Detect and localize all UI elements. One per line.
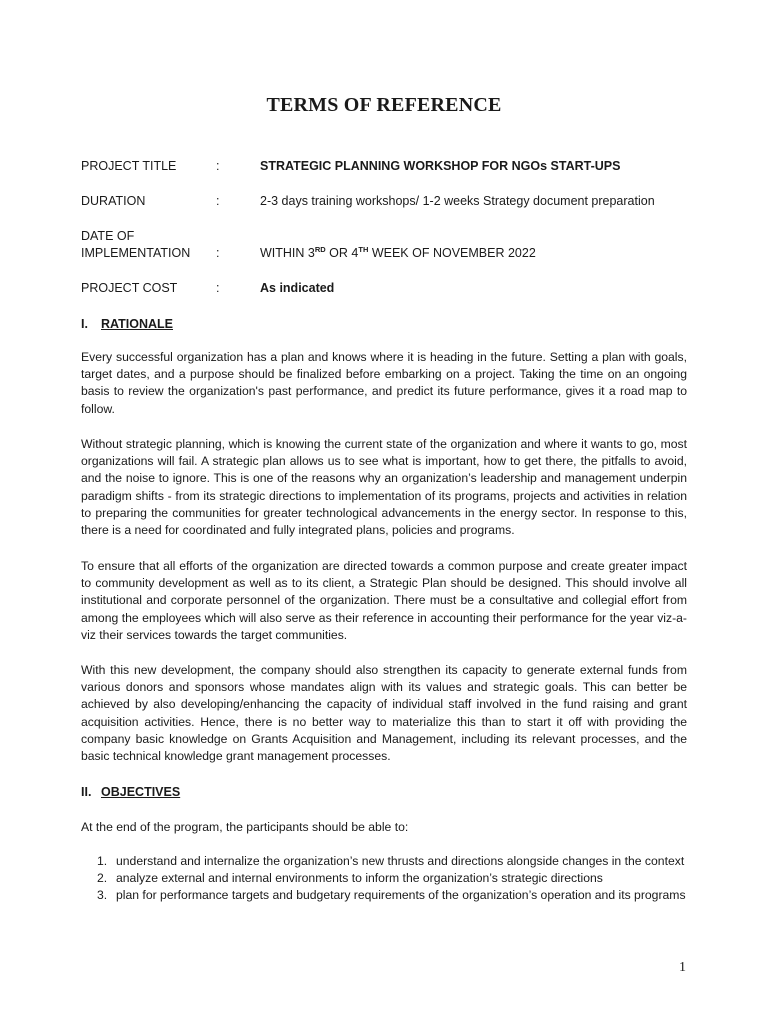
info-row-date [81, 228, 691, 264]
section-heading-objectives [81, 784, 180, 801]
objectives-intro: At the end of the program, the participants should be able to: [81, 820, 409, 834]
info-colon: : [216, 281, 220, 295]
list-item-number: 3. [97, 888, 108, 903]
info-label-line2: IMPLEMENTATION [81, 246, 191, 260]
date-part1: WITHIN 3 [260, 246, 315, 260]
date-sup1: RD [314, 245, 326, 254]
section-number: II. [81, 785, 92, 799]
list-item-text: analyze external and internal environments to inform the organization’s strategic directions [116, 871, 603, 886]
rationale-paragraph-4: With this new development, the company should also strengthen its capacity to generate external funds from various donors and sponsors whose mandates align with its values and strategic goals. This can better be achieved by also developing/enhancing the capacity of individual staff involved in the fund raising and grant acquisition activities. Hence, there is no better way to materialize this than to start it off with providing the company basic knowledge on Grants Acquisition and Management, including its relevant processes, and the basic technical knowledge grant management processes. [81, 663, 687, 764]
date-part2: OR 4 [325, 246, 359, 260]
info-label-line1: DATE OF [81, 229, 135, 243]
info-colon: : [216, 246, 220, 260]
info-value: As indicated [260, 281, 335, 295]
document-title: TERMS OF REFERENCE [266, 94, 502, 116]
info-colon: : [216, 194, 220, 208]
list-item [81, 887, 687, 904]
info-label: DURATION [81, 194, 146, 208]
list-item-number: 1. [97, 854, 108, 868]
list-item-text: plan for performance targets and budgetary requirements of the organization’s operation and its programs [116, 888, 686, 903]
rationale-paragraph-3: To ensure that all efforts of the organization are directed towards a common purpose and create greater impact to community development as well as to its client, a Strategic Plan should be designed. This should involve all institutional and corporate personnel of the organization. There must be a consultative and collegial effort from among the employees which will also serve as their reference in accounting their performance for the year viz-a-viz their services towards the target communities. [81, 559, 687, 642]
info-value-date [260, 245, 700, 262]
info-label: PROJECT TITLE [81, 159, 177, 173]
info-value: STRATEGIC PLANNING WORKSHOP FOR NGOs START-UPS [260, 159, 621, 173]
info-label: PROJECT COST [81, 281, 178, 295]
section-title: OBJECTIVES [101, 785, 181, 799]
list-item [81, 853, 687, 870]
section-number: I. [81, 317, 88, 331]
page-number: 1 [679, 960, 686, 975]
section-heading-rationale [81, 316, 173, 333]
objectives-list [81, 853, 687, 905]
info-value: 2-3 days training workshops/ 1-2 weeks Strategy document preparation [260, 194, 655, 208]
date-sup2: TH [358, 245, 369, 254]
rationale-paragraph-2: Without strategic planning, which is knowing the current state of the organization and where it wants to go, most organizations will fail. A strategic plan allows us to see what is important, how to get there, the pitfalls to avoid, and the noise to ignore. This is one of the reasons why an organization’s leadership and management underpin paradigm shifts - from its strategic directions to implementation of its programs, projects and activities in relation to preparing the communities for greater technological advancements in the energy sector. In response to this, there is a need for coordinated and fully integrated plans, policies and programs. [81, 437, 687, 538]
date-part3: WEEK OF NOVEMBER 2022 [368, 246, 536, 260]
info-colon: : [216, 159, 220, 173]
list-item-text: understand and internalize the organization’s new thrusts and directions alongside changes in the context [116, 854, 685, 868]
rationale-paragraph-1: Every successful organization has a plan and knows where it is heading in the future. Setting a plan with goals, target dates, and a purpose should be finalized before embarking on a project. Taking the time on an ongoing basis to review the organization's past performance, and predict its future performance, gives it a road map to follow. [81, 350, 687, 416]
section-title: RATIONALE [101, 317, 173, 331]
list-item [81, 870, 687, 887]
list-item-number: 2. [97, 871, 108, 886]
